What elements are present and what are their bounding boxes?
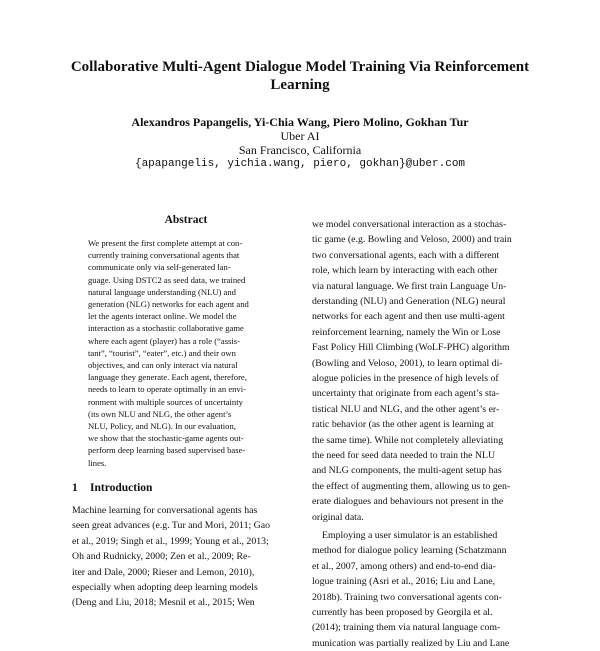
text-line: currently has been proposed by Georgila et al. (312, 607, 493, 618)
text-line: NLU, Policy, and NLG). In our evaluation, (88, 421, 236, 431)
text-line: communicate only via self-generated lan- (88, 262, 231, 273)
text-line: reinforcement learning, namely the Win or Lose (312, 326, 501, 338)
text-line: ronment with multiple sources of uncertainty (88, 396, 243, 407)
text-line: natural language understanding (NLU) and (88, 286, 236, 297)
text-line: We present the first complete attempt at con- (88, 238, 243, 248)
text-line: interaction as a stochastic collaborative game (88, 323, 244, 334)
text-line: perform deep learning based supervised base- (88, 445, 246, 456)
text-line: uncertainty that originate from each agent’s sta- (312, 388, 500, 400)
text-line: tant”, “tourist”, “eater”, etc.) and their own (88, 347, 236, 358)
text-line: lines. (88, 457, 107, 468)
text-line: needs to learn to operate optimally in an envi- (88, 384, 246, 395)
text-line: (Deng and Liu, 2018; Mesnil et al., 2015; Wen (72, 597, 255, 609)
text-line: Machine learning for conversational agents has (72, 505, 258, 516)
text-line: we model conversational interaction as a stochas- (312, 219, 507, 230)
text-line: (Bowling and Veloso, 2001), to learn optimal di- (312, 357, 503, 369)
text-line: objectives, and can only interact via natural (88, 360, 238, 370)
text-line: (2014); training them via natural language com- (312, 622, 501, 634)
text-line: two conversational agents, each with a different (312, 249, 500, 261)
text-line: Employing a user simulator is an established (322, 530, 498, 541)
text-line: seen great advances (e.g. Tur and Mori, 2011; Gao (72, 520, 270, 532)
text-line: alogue policies in the presence of high levels of (312, 373, 499, 384)
affiliation-city: San Francisco, California (238, 143, 362, 157)
text-line: language they generate. Each agent, therefore, (88, 372, 247, 383)
text-line: the need for seed data needed to train the NLU (312, 450, 496, 461)
text-line: networks for each agent and then use multi-agent (312, 311, 505, 323)
text-line: currently training conversational agents that (88, 250, 240, 261)
text-line: guage. Using DSTC2 as seed data, we trained (88, 274, 246, 285)
text-line: erate dialogues and behaviours not present in the (312, 496, 504, 508)
text-line: especially when adopting deep learning models (72, 582, 258, 593)
paper-authors: Alexandros Papangelis, Yi-Chia Wang, Piero Molino, Gokhan Tur (131, 115, 469, 129)
text-line: role, which learn by interacting with each other (312, 265, 498, 277)
text-line: iter and Dale, 2000; Rieser and Lemon, 2010), (72, 566, 255, 578)
text-line: et al., 2007, among others) and end-to-end dia- (312, 560, 496, 572)
text-line: where each agent (player) has a role (“assis- (88, 335, 240, 346)
section-heading-introduction (72, 482, 152, 494)
text-line: 2018b). Training two conversational agents con- (312, 591, 502, 603)
text-line: original data. (312, 511, 364, 523)
text-line: method for dialogue policy learning (Schatzmann (312, 545, 507, 557)
author-emails: {apapangelis, yichia.wang, piero, gokhan}@uber.com (134, 158, 466, 170)
affiliation-org: Uber AI (280, 129, 320, 143)
text-line: munication was partially realized by Liu and Lane (312, 637, 510, 649)
text-line: and NLG components, the multi-agent setup has (312, 465, 502, 477)
section-number: 1 (72, 482, 78, 494)
text-line: let the agents interact online. We model the (88, 311, 237, 322)
text-line: Fast Policy Hill Climbing (WoLF-PHC) algorithm (312, 342, 510, 354)
text-line: logue training (Asri et al., 2016; Liu and Lane, (312, 576, 496, 588)
text-line: the same time). While not completely alleviating (312, 434, 504, 446)
abstract-heading: Abstract (164, 214, 208, 226)
text-line: tic game (e.g. Bowling and Veloso, 2000) and train (312, 234, 512, 246)
section-title: Introduction (90, 482, 153, 494)
text-line: the effect of augmenting them, allowing us to gen- (312, 480, 511, 492)
text-line: generation (NLG) networks for each agent and (88, 299, 249, 309)
text-line: derstanding (NLU) and Generation (NLG) neural (312, 296, 506, 307)
paper-title: Collaborative Multi-Agent Dialogue Model Training Via Reinforcement Learning (70, 59, 530, 93)
text-line: Oh and Rudnicky, 2000; Zen et al., 2009; Re- (72, 551, 251, 563)
text-line: et al., 2019; Singh et al., 1999; Young et al., 2013; (72, 535, 269, 547)
text-line: via natural language. We first train Language Un- (312, 280, 507, 292)
text-line: ratic behavior (as the other agent is learning at (312, 419, 494, 431)
text-line: (its own NLU and NLG, the other agent’s (88, 408, 232, 419)
text-line: tistical NLU and NLG, and the other agent’s er- (312, 403, 500, 415)
text-line: we show that the stochastic-game agents out- (88, 433, 244, 444)
